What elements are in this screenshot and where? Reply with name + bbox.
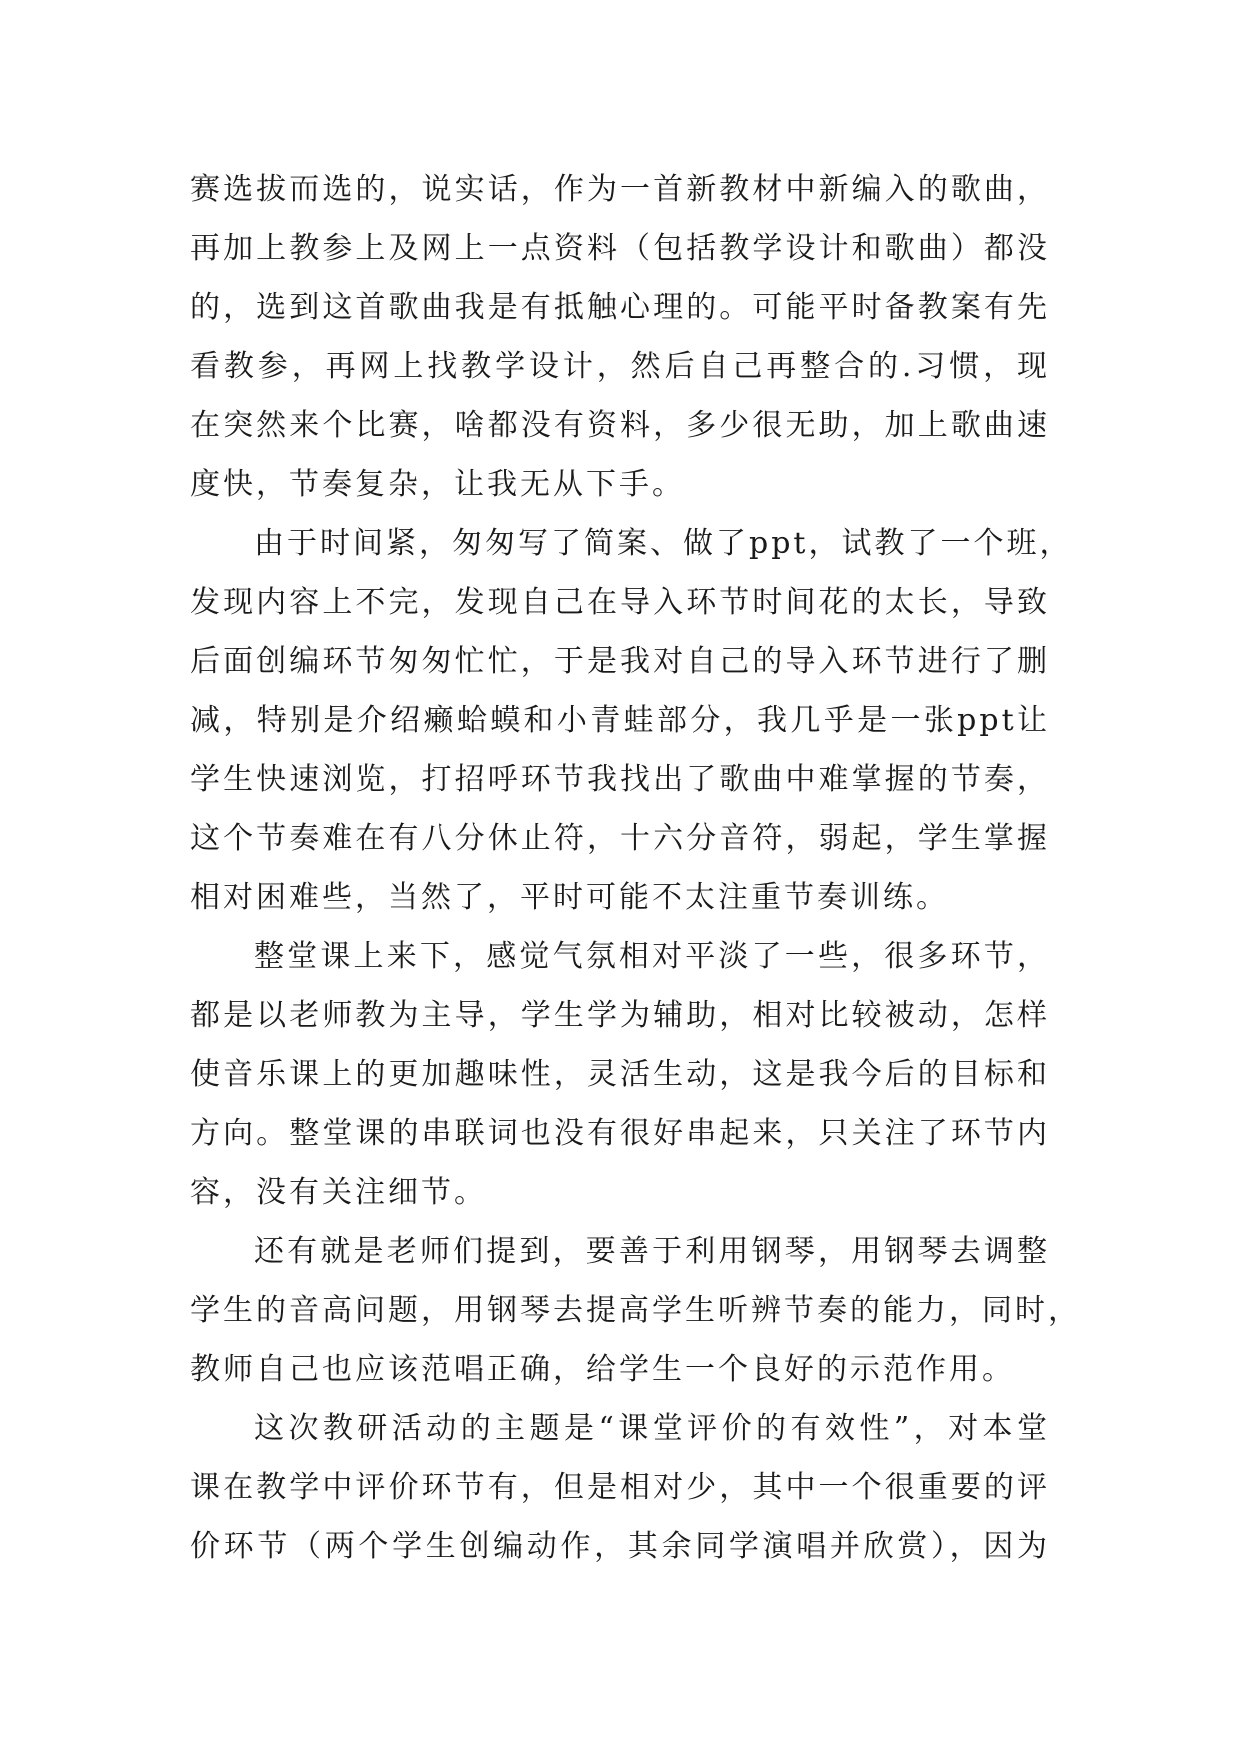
text-line: 的，选到这首歌曲我是有抵触心理的。可能平时备教案有先 xyxy=(190,290,1050,325)
paragraph-2 xyxy=(190,514,1073,927)
text-line: 整堂课上来下，感觉气氛相对平淡了一些，很多环节， xyxy=(254,939,1050,974)
text-line: 使音乐课上的更加趣味性，灵活生动，这是我今后的目标和 xyxy=(190,1057,1050,1092)
text-line: 这次教研活动的主题是“课堂评价的有效性”，对本堂 xyxy=(254,1411,1050,1446)
text-line: 再加上教参上及网上一点资料（包括教学设计和歌曲）都没 xyxy=(190,231,1050,266)
paragraph-5 xyxy=(190,1399,1050,1576)
text-line: 后面创编环节匆匆忙忙，于是我对自己的导入环节进行了删 xyxy=(190,644,1050,679)
text-line: 这个节奏难在有八分休止符，十六分音符，弱起，学生掌握 xyxy=(190,821,1050,856)
text-line: 度快，节奏复杂，让我无从下手。 xyxy=(190,467,685,502)
text-line: 由于时间紧，匆匆写了简案、做了ppt，试教了一个班， xyxy=(254,526,1073,561)
text-line: 学生快速浏览，打招呼环节我找出了歌曲中难掌握的节奏， xyxy=(190,762,1050,797)
text-line: 还有就是老师们提到，要善于利用钢琴，用钢琴去调整 xyxy=(254,1234,1050,1269)
document-body xyxy=(190,160,1081,1576)
text-line: 都是以老师教为主导，学生学为辅助，相对比较被动，怎样 xyxy=(190,998,1050,1033)
text-line: 相对困难些，当然了，平时可能不太注重节奏训练。 xyxy=(190,880,949,915)
paragraph-3 xyxy=(190,927,1050,1222)
text-line: 课在教学中评价环节有，但是相对少，其中一个很重要的评 xyxy=(190,1470,1050,1505)
text-line: 赛选拔而选的，说实话，作为一首新教材中新编入的歌曲， xyxy=(190,172,1050,207)
text-line: 方向。整堂课的串联词也没有很好串起来，只关注了环节内 xyxy=(190,1116,1050,1151)
text-line: 容，没有关注细节。 xyxy=(190,1175,487,1210)
text-line: 学生的音高问题，用钢琴去提高学生听辨节奏的能力，同时， xyxy=(190,1293,1081,1328)
text-line: 在突然来个比赛，啥都没有资料，多少很无助，加上歌曲速 xyxy=(190,408,1050,443)
text-line: 看教参，再网上找教学设计，然后自己再整合的.习惯，现 xyxy=(190,349,1050,384)
text-line: 减，特别是介绍癞蛤蟆和小青蛙部分，我几乎是一张ppt让 xyxy=(190,703,1050,738)
text-line: 教师自己也应该范唱正确，给学生一个良好的示范作用。 xyxy=(190,1352,1015,1387)
paragraph-4 xyxy=(190,1222,1081,1399)
paragraph-1 xyxy=(190,160,1050,514)
text-line: 价环节（两个学生创编动作，其余同学演唱并欣赏），因为 xyxy=(190,1529,1050,1564)
text-line: 发现内容上不完，发现自己在导入环节时间花的太长，导致 xyxy=(190,585,1050,620)
